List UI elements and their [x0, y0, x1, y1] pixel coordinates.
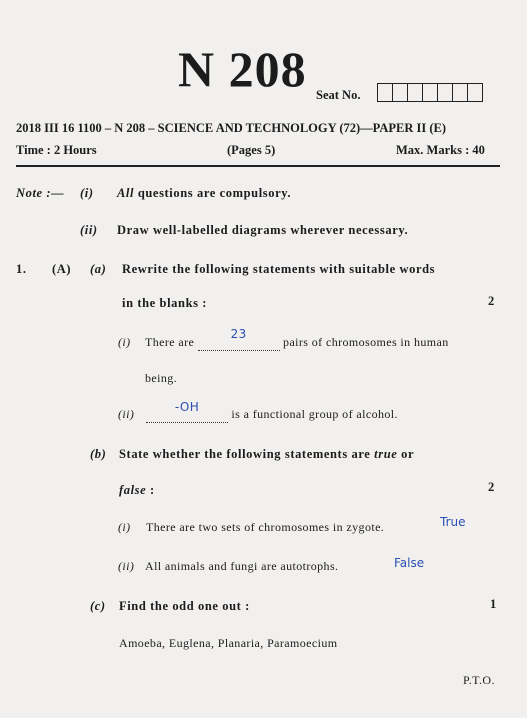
subq-a-line2: in the blanks : — [122, 296, 208, 310]
subq-a-num: (a) — [90, 262, 107, 276]
subq-b-marks: 2 — [488, 480, 495, 494]
note-ii-text: Draw well-labelled diagrams wherever necessary. — [117, 223, 409, 237]
tf-i-answer: True — [440, 515, 466, 529]
seat-no-boxes — [378, 83, 483, 102]
paper-code: N 208 — [178, 41, 307, 97]
tf-ii-num: (ii) — [118, 559, 135, 573]
tf-ii-answer: False — [394, 556, 425, 570]
blank-i-answer-field — [198, 327, 280, 351]
blank-i-cont: being. — [145, 371, 178, 385]
tf-i-num: (i) — [118, 520, 131, 534]
question-part-A: (A) — [52, 262, 72, 276]
tf-i-text: There are two sets of chromosomes in zygote. — [146, 520, 385, 534]
subject-line: 2018 III 16 1100 – N 208 – SCIENCE AND TECHNOLOGY (72)—PAPER II (E) — [16, 121, 447, 135]
seat-no-label: Seat No. — [316, 88, 361, 102]
subq-b-line2: false : — [119, 483, 155, 497]
subq-c-text: Find the odd one out : — [119, 599, 250, 613]
odd-one-options: Amoeba, Euglena, Planaria, Paramoecium — [119, 636, 338, 650]
blank-ii-answer-field — [146, 400, 228, 423]
time-label: Time : 2 Hours — [16, 143, 97, 157]
blank-ii-answer: -OH — [174, 400, 200, 414]
subq-c-num: (c) — [90, 599, 106, 613]
header-rule — [16, 165, 500, 167]
max-marks-label: Max. Marks : 40 — [396, 143, 485, 157]
pto-label: P.T.O. — [463, 673, 495, 687]
question-number: 1. — [16, 262, 27, 276]
blank-ii-num: (ii) — [118, 407, 135, 421]
subq-a-line1: Rewrite the following statements with suitable words — [122, 262, 436, 276]
blank-i-num: (i) — [118, 335, 131, 349]
subq-a-marks: 2 — [488, 294, 495, 308]
blank-i-answer: 23 — [230, 327, 247, 341]
subq-c-marks: 1 — [490, 597, 497, 611]
tf-ii-text: All animals and fungi are autotrophs. — [145, 559, 339, 573]
subq-b-line1: State whether the following statements are true or — [119, 447, 415, 461]
note-i-num: (i) — [80, 186, 94, 200]
pages-label: (Pages 5) — [227, 143, 276, 157]
note-label: Note :— — [16, 186, 65, 200]
blank-ii-line: -OH is a functional group of alcohol. — [146, 407, 398, 423]
note-i-text: All questions are compulsory. — [117, 186, 292, 200]
blank-i-line: There are 23 pairs of chromosomes in human — [145, 327, 449, 349]
subq-b-num: (b) — [90, 447, 107, 461]
note-ii-num: (ii) — [80, 223, 98, 237]
